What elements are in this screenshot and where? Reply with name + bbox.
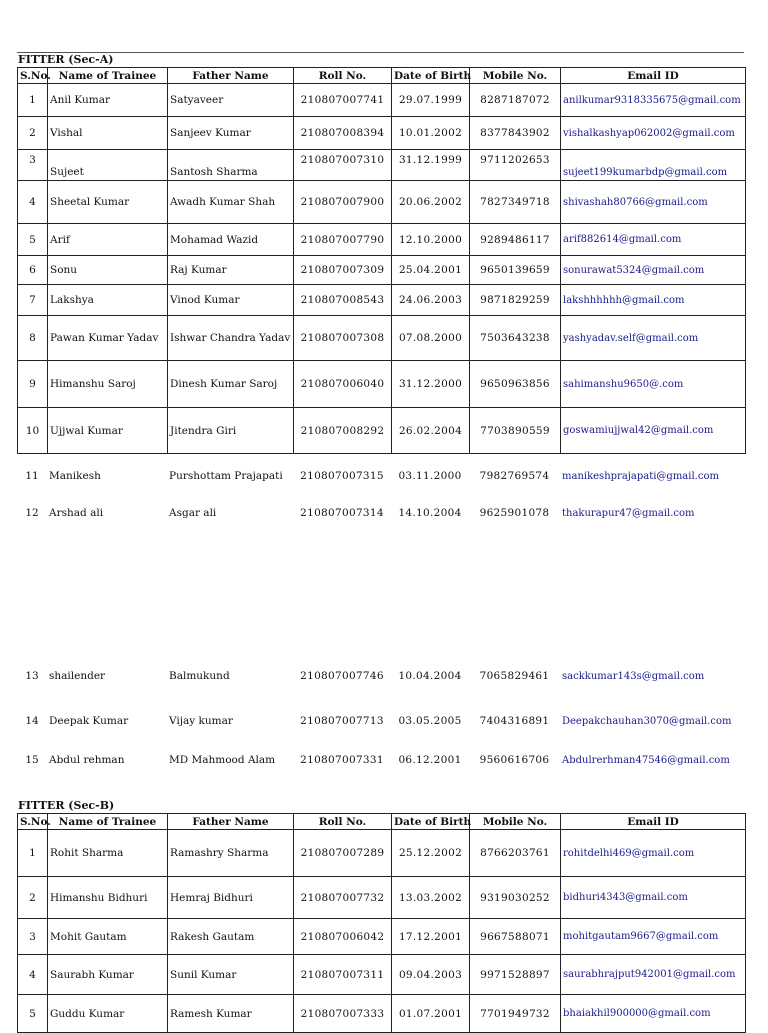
trainee-name-cell: Lakshya — [48, 285, 168, 316]
header-email: Email ID — [561, 68, 746, 84]
trainee-name-cell: Rohit Sharma — [48, 830, 168, 877]
sno-cell: 10 — [18, 408, 48, 454]
email-cell: Deepakchauhan3070@gmail.com — [562, 715, 732, 727]
mobile-cell: 7065829461 — [479, 670, 550, 682]
dob-cell: 31.12.2000 — [392, 361, 470, 408]
sno-cell: 1 — [18, 84, 48, 117]
email-cell: sonurawat5324@gmail.com — [561, 256, 746, 285]
sno-cell: 9 — [18, 361, 48, 408]
sno-cell: 11 — [25, 470, 39, 482]
header-roll: Roll No. — [294, 814, 392, 830]
trainee-name-cell: Pawan Kumar Yadav — [48, 316, 168, 361]
trainee-name-cell: Vishal — [48, 117, 168, 150]
mobile-cell: 9319030252 — [470, 877, 561, 919]
mobile-cell: 9871829259 — [470, 285, 561, 316]
trainee-name-cell: shailender — [49, 670, 106, 682]
father-name-cell: Purshottam Prajapati — [169, 470, 283, 482]
section-a-extra-row-14 — [17, 712, 745, 730]
sno-cell: 5 — [18, 995, 48, 1033]
trainee-name-cell: Sheetal Kumar — [48, 181, 168, 224]
father-name-cell: Dinesh Kumar Saroj — [168, 361, 294, 408]
trainee-name-cell: Himanshu Bidhuri — [48, 877, 168, 919]
roll-no-cell: 210807007900 — [294, 181, 392, 224]
email-cell: rohitdelhi469@gmail.com — [561, 830, 746, 877]
roll-no-cell: 210807007310 — [294, 150, 392, 181]
mobile-cell: 9625901078 — [479, 507, 550, 519]
email-cell: saurabhrajput942001@gmail.com — [561, 955, 746, 995]
email-cell: yashyadav.self@gmail.com — [561, 316, 746, 361]
section-a-table — [17, 67, 746, 454]
mobile-cell: 7827349718 — [470, 181, 561, 224]
roll-no-cell: 210807008543 — [294, 285, 392, 316]
section-b-header-row — [18, 814, 746, 830]
roll-no-cell: 210807007315 — [300, 470, 384, 482]
table-row — [17, 467, 745, 485]
dob-cell: 25.04.2001 — [392, 256, 470, 285]
table-row — [18, 995, 746, 1033]
roll-no-cell: 210807007289 — [294, 830, 392, 877]
roll-no-cell: 210807007308 — [294, 316, 392, 361]
email-cell: shivashah80766@gmail.com — [561, 181, 746, 224]
email-cell: manikeshprajapati@gmail.com — [562, 470, 719, 482]
dob-cell: 07.08.2000 — [392, 316, 470, 361]
email-cell: sujeet199kumarbdp@gmail.com — [561, 150, 746, 181]
father-name-cell: Hemraj Bidhuri — [168, 877, 294, 919]
dob-cell: 03.11.2000 — [398, 470, 462, 482]
mobile-cell: 9711202653 — [470, 150, 561, 181]
email-cell: vishalkashyap062002@gmail.com — [561, 117, 746, 150]
sno-cell: 4 — [18, 955, 48, 995]
top-rule — [17, 52, 744, 53]
roll-no-cell: 210807006042 — [294, 919, 392, 955]
header-email: Email ID — [561, 814, 746, 830]
sno-cell: 13 — [25, 670, 39, 682]
mobile-cell: 9289486117 — [470, 224, 561, 256]
table-row — [17, 504, 745, 522]
father-name-cell: Awadh Kumar Shah — [168, 181, 294, 224]
dob-cell: 10.04.2004 — [398, 670, 462, 682]
table-row — [18, 919, 746, 955]
email-cell: arif882614@gmail.com — [561, 224, 746, 256]
dob-cell: 29.07.1999 — [392, 84, 470, 117]
father-name-cell: Sunil Kumar — [168, 955, 294, 995]
trainee-name-cell: Guddu Kumar — [48, 995, 168, 1033]
mobile-cell: 7982769574 — [479, 470, 550, 482]
sno-cell: 1 — [18, 830, 48, 877]
header-father: Father Name — [168, 68, 294, 84]
table-row — [17, 712, 745, 730]
roll-no-cell: 210807007741 — [294, 84, 392, 117]
mobile-cell: 9650139659 — [470, 256, 561, 285]
section-a-extra-row-13 — [17, 667, 745, 685]
roll-no-cell: 210807006040 — [294, 361, 392, 408]
trainee-name-cell: Ujjwal Kumar — [48, 408, 168, 454]
mobile-cell: 9971528897 — [470, 955, 561, 995]
email-cell: bidhuri4343@gmail.com — [561, 877, 746, 919]
roll-no-cell: 210807007333 — [294, 995, 392, 1033]
table-row — [18, 361, 746, 408]
dob-cell: 31.12.1999 — [392, 150, 470, 181]
sno-cell: 5 — [18, 224, 48, 256]
dob-cell: 25.12.2002 — [392, 830, 470, 877]
email-cell: sackkumar143s@gmail.com — [562, 670, 705, 682]
roll-no-cell: 210807007314 — [300, 507, 384, 519]
table-row — [18, 955, 746, 995]
mobile-cell: 8766203761 — [470, 830, 561, 877]
header-mobile: Mobile No. — [470, 814, 561, 830]
header-sno: S.No. — [18, 68, 48, 84]
table-row — [18, 830, 746, 877]
header-dob: Date of Birth — [392, 68, 470, 84]
table-row — [18, 224, 746, 256]
trainee-name-cell: Abdul rehman — [49, 754, 125, 766]
sno-cell: 12 — [25, 507, 39, 519]
trainee-name-cell: Manikesh — [49, 470, 101, 482]
dob-cell: 06.12.2001 — [398, 754, 462, 766]
father-name-cell: Rakesh Gautam — [168, 919, 294, 955]
section-a-extra-row-11 — [17, 467, 745, 485]
email-cell: sahimanshu9650@.com — [561, 361, 746, 408]
table-row — [18, 256, 746, 285]
father-name-cell: Mohamad Wazid — [168, 224, 294, 256]
section-b-title: FITTER (Sec-B) — [18, 799, 115, 812]
table-row — [17, 667, 745, 685]
father-name-cell: Balmukund — [169, 670, 230, 682]
table-row — [17, 751, 745, 769]
header-sno: S.No. — [18, 814, 48, 830]
sno-cell: 2 — [18, 877, 48, 919]
sno-cell: 4 — [18, 181, 48, 224]
father-name-cell: Satyaveer — [168, 84, 294, 117]
dob-cell: 14.10.2004 — [398, 507, 462, 519]
email-cell: lakshhhhhh@gmail.com — [561, 285, 746, 316]
father-name-cell: Asgar ali — [169, 507, 217, 519]
mobile-cell: 7701949732 — [470, 995, 561, 1033]
sno-cell: 2 — [18, 117, 48, 150]
email-cell: anilkumar9318335675@gmail.com — [561, 84, 746, 117]
table-row — [18, 285, 746, 316]
mobile-cell: 7404316891 — [479, 715, 550, 727]
trainee-name-cell: Saurabh Kumar — [48, 955, 168, 995]
sno-cell: 3 — [18, 919, 48, 955]
section-a-extra-row-12 — [17, 504, 745, 522]
father-name-cell: Santosh Sharma — [168, 150, 294, 181]
section-a-extra-row-15 — [17, 751, 745, 769]
father-name-cell: Sanjeev Kumar — [168, 117, 294, 150]
table-row — [18, 877, 746, 919]
roll-no-cell: 210807007311 — [294, 955, 392, 995]
sno-cell: 8 — [18, 316, 48, 361]
email-cell: mohitgautam9667@gmail.com — [561, 919, 746, 955]
father-name-cell: Jitendra Giri — [168, 408, 294, 454]
dob-cell: 24.06.2003 — [392, 285, 470, 316]
table-row — [18, 84, 746, 117]
table-row — [18, 408, 746, 454]
dob-cell: 01.07.2001 — [392, 995, 470, 1033]
father-name-cell: Ishwar Chandra Yadav — [168, 316, 294, 361]
header-name: Name of Trainee — [48, 68, 168, 84]
roll-no-cell: 210807007746 — [300, 670, 384, 682]
sno-cell: 7 — [18, 285, 48, 316]
mobile-cell: 9667588071 — [470, 919, 561, 955]
header-mobile: Mobile No. — [470, 68, 561, 84]
mobile-cell: 9650963856 — [470, 361, 561, 408]
header-dob: Date of Birth — [392, 814, 470, 830]
roll-no-cell: 210807007732 — [294, 877, 392, 919]
trainee-name-cell: Mohit Gautam — [48, 919, 168, 955]
father-name-cell: Ramesh Kumar — [168, 995, 294, 1033]
table-row — [18, 316, 746, 361]
roll-no-cell: 210807007790 — [294, 224, 392, 256]
mobile-cell: 7503643238 — [470, 316, 561, 361]
trainee-name-cell: Deepak Kumar — [49, 715, 129, 727]
trainee-name-cell: Arshad ali — [49, 507, 104, 519]
roll-no-cell: 210807007331 — [300, 754, 384, 766]
father-name-cell: Vijay kumar — [169, 715, 233, 727]
dob-cell: 17.12.2001 — [392, 919, 470, 955]
email-cell: Abdulrerhman47546@gmail.com — [562, 754, 730, 766]
email-cell: goswamiujjwal42@gmail.com — [561, 408, 746, 454]
header-father: Father Name — [168, 814, 294, 830]
section-b-table — [17, 813, 746, 1033]
email-cell: thakurapur47@gmail.com — [562, 507, 695, 519]
roll-no-cell: 210807008394 — [294, 117, 392, 150]
mobile-cell: 7703890559 — [470, 408, 561, 454]
roll-no-cell: 210807007713 — [300, 715, 384, 727]
table-row — [18, 150, 746, 181]
sno-cell: 14 — [25, 715, 39, 727]
sno-cell: 15 — [25, 754, 39, 766]
father-name-cell: Vinod Kumar — [168, 285, 294, 316]
trainee-name-cell: Arif — [48, 224, 168, 256]
table-row — [18, 117, 746, 150]
trainee-name-cell: Anil Kumar — [48, 84, 168, 117]
email-cell: bhaiakhil900000@gmail.com — [561, 995, 746, 1033]
sno-cell: 6 — [18, 256, 48, 285]
section-a-header-row — [18, 68, 746, 84]
section-a-title: FITTER (Sec-A) — [18, 53, 114, 66]
dob-cell: 20.06.2002 — [392, 181, 470, 224]
father-name-cell: MD Mahmood Alam — [169, 754, 276, 766]
header-roll: Roll No. — [294, 68, 392, 84]
mobile-cell: 8377843902 — [470, 117, 561, 150]
trainee-name-cell: Sujeet — [48, 150, 168, 181]
dob-cell: 26.02.2004 — [392, 408, 470, 454]
dob-cell: 03.05.2005 — [398, 715, 462, 727]
father-name-cell: Ramashry Sharma — [168, 830, 294, 877]
dob-cell: 13.03.2002 — [392, 877, 470, 919]
table-row — [18, 181, 746, 224]
mobile-cell: 9560616706 — [479, 754, 550, 766]
dob-cell: 12.10.2000 — [392, 224, 470, 256]
sno-cell: 3 — [18, 150, 48, 181]
mobile-cell: 8287187072 — [470, 84, 561, 117]
header-name: Name of Trainee — [48, 814, 168, 830]
dob-cell: 10.01.2002 — [392, 117, 470, 150]
trainee-name-cell: Himanshu Saroj — [48, 361, 168, 408]
trainee-name-cell: Sonu — [48, 256, 168, 285]
roll-no-cell: 210807007309 — [294, 256, 392, 285]
father-name-cell: Raj Kumar — [168, 256, 294, 285]
roll-no-cell: 210807008292 — [294, 408, 392, 454]
dob-cell: 09.04.2003 — [392, 955, 470, 995]
